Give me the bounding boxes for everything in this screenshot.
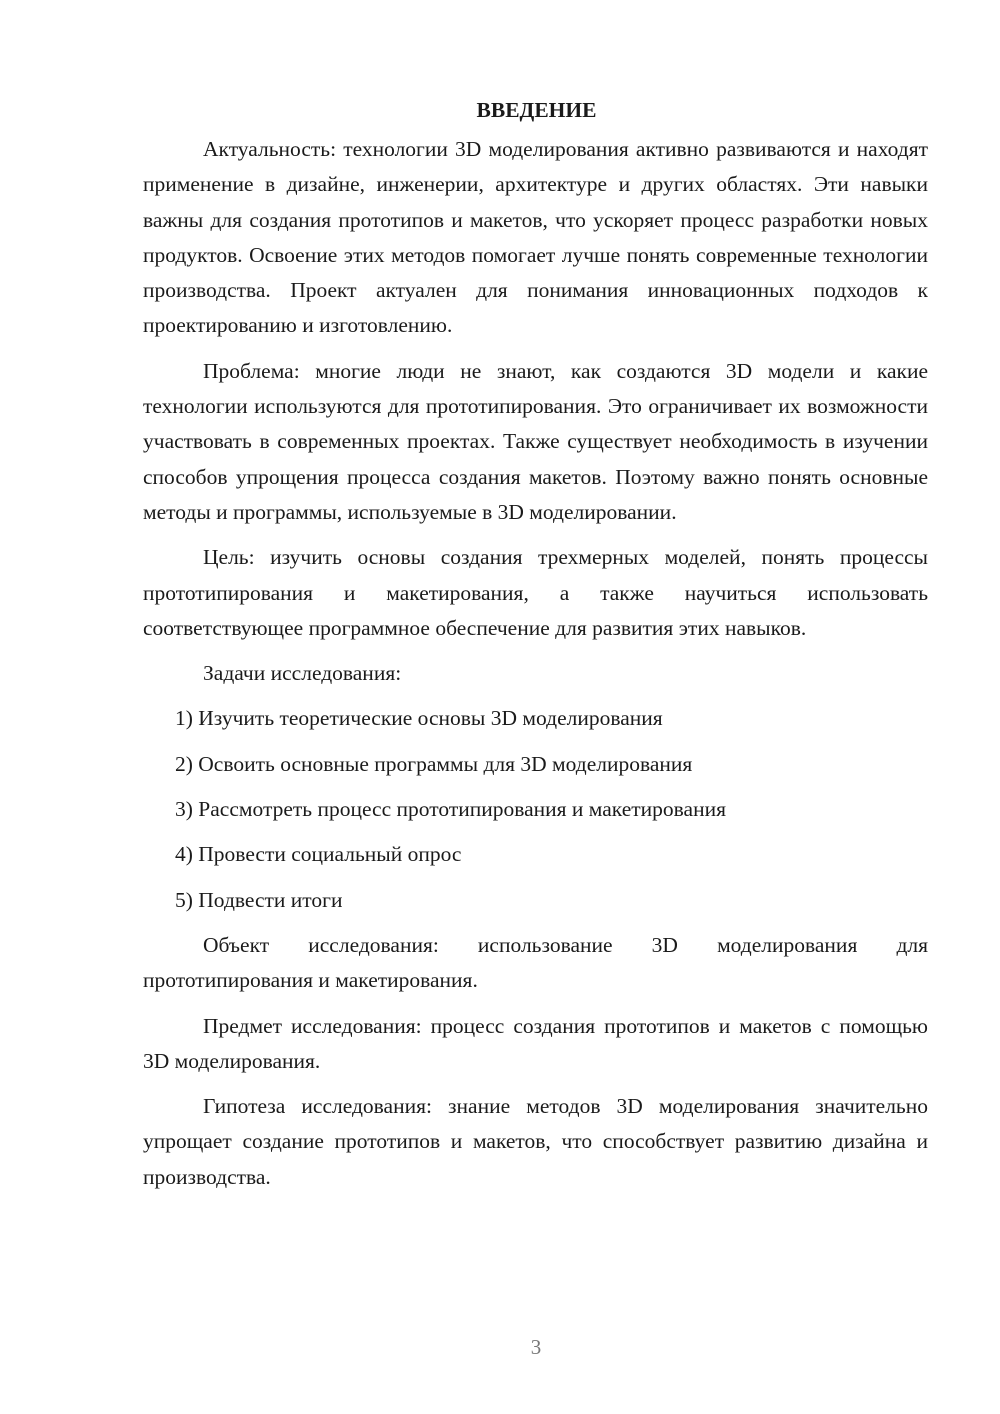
hypothesis-paragraph: Гипотеза исследования: знание методов 3D моделирования значительно упрощает создание прототипов и макетов, что способствует развитию дизайна и производства. [143,1094,928,1189]
task-item-1: 1) Изучить теоретические основы 3D моделирования [175,706,663,731]
task-item-3: 3) Рассмотреть процесс прототипирования и макетирования [175,797,726,822]
tasks-heading: Задачи исследования: [203,661,402,686]
task-item-2: 2) Освоить основные программы для 3D моделирования [175,751,693,776]
object-paragraph: Объект исследования: использование 3D моделирования для прототипирования и макетирования. [143,932,928,993]
tasks-list [143,701,928,917]
relevance-paragraph: Актуальность: технологии 3D моделирования активно развиваются и находят применение в дизайне, инженерии, архитектуре и других областях. Эти навыки важны для создания прототипов и макетов, что ускоряет процесс разработки новых продуктов. Освоение этих методов помогает лучше понять современные технологии производства. Проект актуален для понимания инновационных подходов к проектированию и изготовлению. [143,137,928,338]
problem-paragraph: Проблема: многие люди не знают, как создаются 3D модели и какие технологии используются для прототипирования. Это ограничивает их возможности участвовать в современных проектах. Также существует необходимость в изучении способов упрощения процесса создания макетов. Поэтому важно понять основные методы и программы, используемые в 3D моделировании. [143,358,928,524]
task-item-5: 5) Подвести итоги [175,887,343,912]
page-number: 3 [530,1335,542,1359]
goal-paragraph: Цель: изучить основы создания трехмерных моделей, понять процессы прототипирования и макетирования, а также научиться использовать соответствующее программное обеспечение для развития этих навыков. [143,545,928,640]
page-content [143,93,928,1205]
subject-paragraph: Предмет исследования: процесс создания прототипов и макетов с помощью 3D моделирования. [143,1013,928,1073]
task-item-4: 4) Провести социальный опрос [175,842,462,867]
section-title: ВВЕДЕНИЕ [476,98,597,122]
